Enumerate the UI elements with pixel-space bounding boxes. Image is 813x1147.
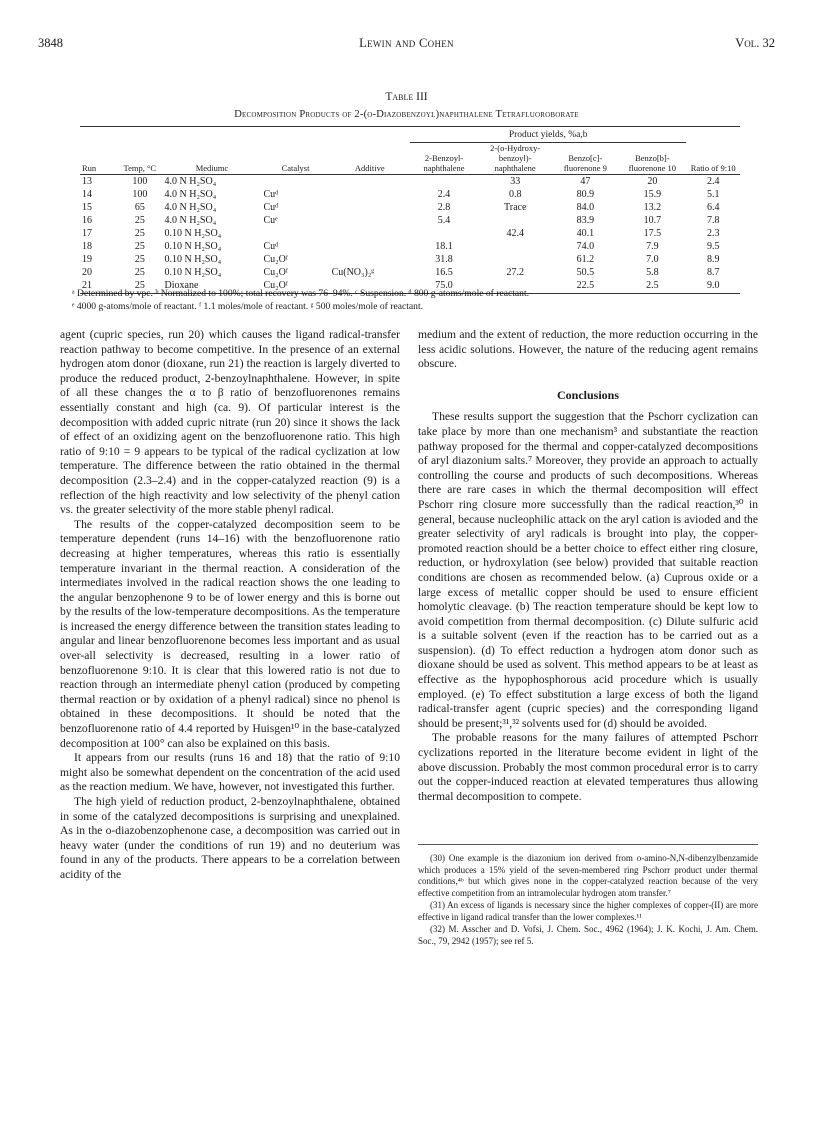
footnotes: [418, 844, 758, 947]
col-header: Temp, °C: [117, 143, 162, 175]
section-heading: Conclusions: [556, 387, 620, 402]
table-row: [80, 227, 740, 240]
table-cell: 61.2: [576, 254, 595, 265]
table-cell: 13: [82, 176, 92, 187]
table-cell: 18: [82, 241, 92, 252]
table-row: [80, 266, 740, 279]
table-cell: 25: [117, 279, 162, 294]
table-cell: 5.1: [706, 189, 720, 200]
table-cell: 25: [134, 215, 145, 226]
paragraph: agent (cupric species, run 20) which causes the ligand radical-transfer reaction pathway to become competitive. In the presence of an external hydrogen atom donor (dioxane, run 21) the reaction is largely diverted to produce the reduced product, 2-benzoylnaphthalene. However, in spite of all these changes the α to β ratio of benzofluorenones remains essentially constant and high (ca. 9). Of particular interest is the decomposition with added cupric nitrate (run 20) since it shows the lack of effect of an oxidizing agent on the benzofluorenone ratio. This high ratio of 9:10 = 9 appears to be typical of the radical cyclization at low temperature. The difference between the ratio obtained in the thermal decomposition (2.3–2.4) and in the copper-catalyzed reaction (9) is a reflection of the high reactivity and low selectivity of the phenyl cation vs. the greater selectivity of the more stable phenyl radical.: [60, 328, 400, 517]
table-cell: 5.4: [437, 215, 451, 226]
table-cell: [330, 253, 410, 266]
page-number: 3848: [38, 36, 63, 50]
paragraph: The high yield of reduction product, 2-benzoylnaphthalene, obtained in some of the catalyzed decompositions is surprising and unexplained. As in the o-diazobenzophenone case, a decomposition was carried out in heavy water (under the conditions of run 19) and no deuterium was found in any of the products. There appears to be a correlation between acidity of the: [60, 795, 400, 881]
table-cell: 16.5: [435, 267, 453, 278]
table-cell: 7.8: [706, 215, 720, 226]
left-column: [60, 328, 400, 883]
table-cell: 9.0: [686, 279, 740, 294]
column-header-row: [80, 143, 740, 175]
table-cell: 7.9: [646, 241, 659, 252]
table-cell: 40.1: [576, 228, 595, 239]
table-cell: 83.9: [576, 215, 595, 226]
table-cell: [478, 253, 552, 266]
table-cell: 9.5: [706, 241, 720, 252]
table-cell: 18.1: [435, 241, 453, 252]
table-cell: 20: [647, 176, 658, 187]
table-note-line: ᵃ Determined by vpc. ᵇ Normalized to 100%; total recovery was 76–94%. ᶜ Suspension. ᵈ 800 g-atoms/mole of reactant.: [72, 288, 530, 299]
table-cell: 27.2: [506, 267, 524, 278]
table-cell: 4.0 N H₂SO₄: [164, 215, 217, 226]
table-row: [80, 201, 740, 214]
table-cell: 25: [134, 267, 145, 278]
table-cell: [330, 214, 410, 227]
table-cell: 19: [82, 254, 92, 265]
table-cell: [330, 240, 410, 253]
table-cell: Cuᵉ: [263, 215, 278, 226]
table-cell: 20: [82, 267, 92, 278]
table-cell: 22.5: [552, 279, 618, 294]
table-cell: 0.8: [508, 189, 522, 200]
table-cell: [330, 188, 410, 201]
table-cell: Dioxane: [163, 279, 262, 294]
table-row: [80, 253, 740, 266]
table-cell: [330, 175, 410, 189]
table-cell: 84.0: [576, 202, 595, 213]
footnote: (30) One example is the diazonium ion derived from o-amino-N,N-dibenzylbenzamide which produces a 15% yield of the seven-membered ring Pschorr product under thermal conditions,⁴ᵇ but which gives none in the copper-catalyzed reaction because of the very effective competition from an intramolecular hydrogen atom transfer.⁷: [418, 853, 758, 898]
paragraph: medium and the extent of reduction, the more reduction occurring in the less acidic solutions. However, the nature of the reducing agent remains obscure.: [418, 328, 758, 371]
table-cell: Cuᵈ: [263, 189, 279, 200]
col-header: Ratio of 9:10: [686, 143, 740, 175]
table-cell: 2.3: [706, 228, 720, 239]
table-cell: Cuᵈ: [263, 202, 279, 213]
footnote: (32) M. Asscher and D. Vofsi, J. Chem. Soc., 4962 (1964); J. K. Kochi, J. Am. Chem. Soc., 79, 2942 (1957); see ref 5.: [418, 924, 758, 946]
table-cell: Cuᵈ: [263, 241, 279, 252]
col-header: Catalyst: [262, 143, 330, 175]
table-cell: 33: [510, 176, 521, 187]
table-cell: 4.0 N H₂SO₄: [164, 189, 217, 200]
table-cell: Cu₂Oᶠ: [263, 267, 288, 278]
table-cell: Cu₂Oᶠ: [262, 279, 330, 294]
table-cell: 13.2: [643, 202, 662, 213]
table-cell: [478, 240, 552, 253]
table-cell: 6.4: [706, 202, 720, 213]
table-cell: 65: [134, 202, 145, 213]
table-cell: 47: [580, 176, 591, 187]
table-cell: 8.9: [706, 254, 720, 265]
table-cell: 75.0: [410, 279, 478, 294]
table-cell: 2.8: [437, 202, 451, 213]
table-cell: 15: [82, 202, 92, 213]
table-cell: 7.0: [646, 254, 659, 265]
table-cell: [410, 175, 478, 189]
table-cell: 17: [82, 228, 92, 239]
table-cell: 10.7: [643, 215, 662, 226]
table-cell: 80.9: [576, 189, 595, 200]
table-cell: 5.8: [646, 267, 659, 278]
table-cell: 21: [80, 279, 117, 294]
table-cell: [330, 227, 410, 240]
table-cell: 0.10 N H₂SO₄: [164, 254, 222, 265]
group-header: Product yields, %a,b: [410, 129, 686, 143]
table-cell: [262, 175, 330, 189]
table-cell: 0.10 N H₂SO₄: [164, 241, 222, 252]
table-cell: [330, 201, 410, 214]
table-cell: 4.0 N H₂SO₄: [164, 176, 217, 187]
table-cell: [262, 227, 330, 240]
table-cell: 2.5: [618, 279, 686, 294]
table-row: [80, 175, 740, 189]
col-header: Additive: [330, 143, 410, 175]
table-cell: 0.10 N H₂SO₄: [164, 228, 222, 239]
col-header: Mediumc: [163, 143, 262, 175]
table-cell: 15.9: [643, 189, 662, 200]
table-cell: 16: [82, 215, 92, 226]
footnote: (31) An excess of ligands is necessary since the higher complexes of copper-(II) are more effective in ligand radical transfer than the lower complexes.¹¹: [418, 900, 758, 922]
table-cell: Cu₂Oᶠ: [263, 254, 288, 265]
paragraph: The probable reasons for the many failures of attempted Pschorr cyclizations reported in the literature become evident in light of the above discussion. Probably the most common procedural error is to carry out the copper-induced reaction at elevated temperatures thus allowing thermal decomposition to compete.: [418, 731, 758, 803]
table-cell: 74.0: [576, 241, 595, 252]
table-footnotes: [72, 288, 752, 313]
table-cell: 50.5: [576, 267, 595, 278]
table-cell: Trace: [503, 202, 527, 213]
table-cell: 0.10 N H₂SO₄: [164, 267, 222, 278]
table-cell: 8.7: [706, 267, 720, 278]
col-header: Benzo[c]-fluorenone 9: [552, 143, 618, 175]
table-label: Table III: [385, 91, 428, 103]
table-cell: 2.4: [706, 176, 720, 187]
paragraph: These results support the suggestion that the Pschorr cyclization can take place by more than one mechanism³ and substantiate the reaction pathway proposed for the thermal and copper-catalyzed decompositions of aryl diazonium salts.⁷ Moreover, they provide an approach to actually controlling the course and products of such decompositions. Whereas there are rare cases in which the thermal decomposition will effect Pschorr ring closure more successfully than the radical reaction,³⁰ in general, because nucleophilic attack on the aryl cation is avioded and the greater selectivity of aryl radicals is brought into play, the copper-promoted reaction should be a better choice to effect either ring closure, reduction, or hydroxylation (see below) provided that suitable reaction conditions are chosen as recommended below. (a) Cuprous oxide or a large excess of metallic copper should be used to ensure efficient homolytic cleavage. (b) The reaction temperature should be kept low to avoid competition from thermal decomposition. (c) Dilute sulfuric acid is a suitable solvent (even if the reaction has to be carried out as a suspension). (d) To effect reduction a hydrogen atom donor such as dioxane should be used as solvent. This method appears to be at least as effective as the hypophosphorous acid procedure which is usually employed. (e) To effect substitution a large excess of both the ligand radical-transfer agent (cupric species) and the corresponding ligand should be present;³¹,³² solvents used for (d) should be avoided.: [418, 410, 758, 730]
volume-label: Vol. 32: [735, 36, 775, 50]
paragraph: The results of the copper-catalyzed decomposition seem to be temperature dependent (runs 14–16) with the benzofluorenone ratio decreasing at higher temperatures, whereas this ratio is essentially temperature invariant in the thermal reaction. A consideration of the intermediates involved in the radical reaction shows the one leading to the angular benzophenone 9 to be of lower energy and this is borne out by the results of the low-temperature decompositions. As the temperature is increased the energy difference between the transition states leading to angular and linear benzofluorenone becomes less important and as usual over-all selectivity is decreased, resulting in a lower ratio of benzofluorenone 9:10. It is clear that this lowered ratio is not due to reaction through an intermediate phenyl cation (produced by competing thermal reaction or by oxidation of a phenyl radical) since no phenol is obtained in these decompositions. It should be noted that the benzofluorenone ratio of 4.4 reported by Huisgen¹⁰ in the base-catalyzed decomposition at 100° can also be explained on this basis.: [60, 517, 400, 750]
table-row: [80, 214, 740, 227]
table-cell: Cu(NO₃)₂ᵍ: [331, 267, 375, 278]
table-cell: 25: [134, 241, 145, 252]
table-cell: [478, 214, 552, 227]
table-cell: 100: [132, 189, 148, 200]
table-cell: 100: [132, 176, 148, 187]
col-header: 2-(o-Hydroxy-benzoyl)-naphthalene: [478, 143, 552, 175]
table-cell: 4.0 N H₂SO₄: [164, 202, 217, 213]
table-title: Decomposition Products of 2-(o-Diazobenzoyl)naphthalene Tetrafluoroborate: [234, 109, 579, 120]
table-cell: 31.8: [435, 254, 453, 265]
table-cell: 25: [134, 254, 145, 265]
table-cell: 17.5: [643, 228, 662, 239]
table-row: [80, 240, 740, 253]
paragraph: It appears from our results (runs 16 and 18) that the ratio of 9:10 might also be somewhat dependent on the concentration of the acid used as the reaction medium. We have, however, not investigated this further.: [60, 751, 400, 794]
table-cell: 2.4: [437, 189, 451, 200]
table-cell: 42.4: [506, 228, 524, 239]
running-title: Lewin and Cohen: [359, 36, 454, 50]
table-note-line: ᵉ 4000 g-atoms/mole of reactant. ᶠ 1.1 moles/mole of reactant. ᵍ 500 moles/mole of reactant.: [72, 300, 424, 312]
table-cell: [410, 227, 478, 240]
table-cell: 25: [134, 228, 145, 239]
page-header: [38, 36, 775, 54]
col-header: Benzo[b]-fluorenone 10: [618, 143, 686, 175]
results-table: [80, 126, 740, 294]
table-row: [80, 188, 740, 201]
table-cell: 14: [82, 189, 92, 200]
right-column: [418, 328, 758, 948]
col-header: Run: [80, 143, 117, 175]
col-header: 2-Benzoyl-naphthalene: [410, 143, 478, 175]
